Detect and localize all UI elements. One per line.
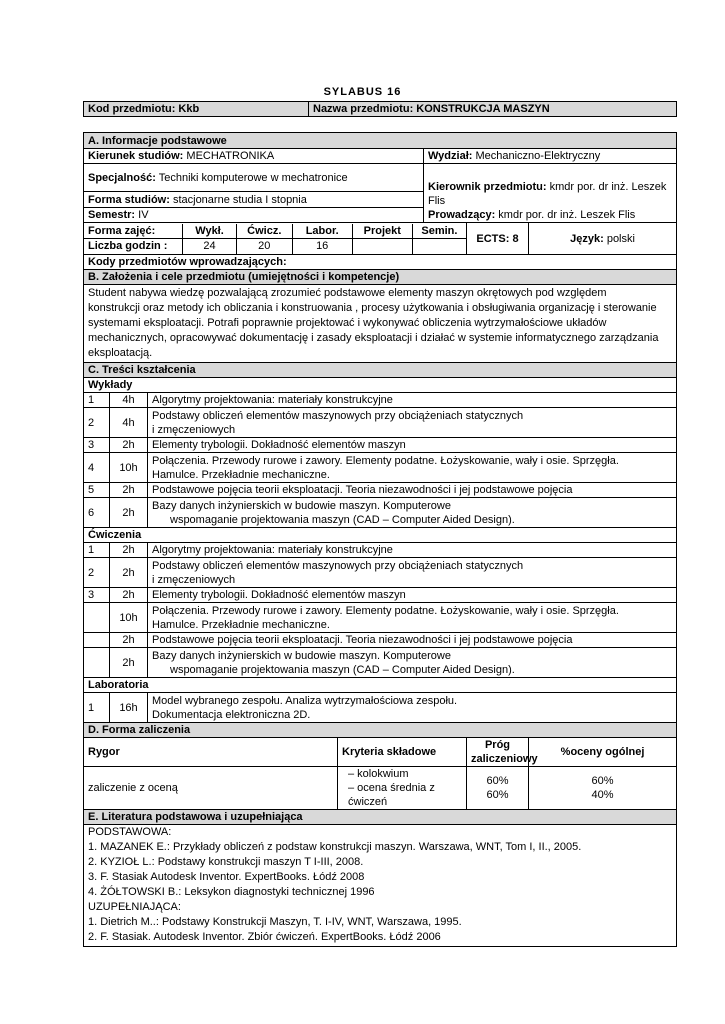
- forma-studiow-cell: Forma studiów: stacjonarne studia I stopnia: [84, 192, 424, 207]
- specjalnosc-cell: Specjalność: Techniki komputerowe w mechatronice: [84, 164, 424, 192]
- laboratoria-title: Laboratoria: [84, 678, 677, 693]
- ects-cell: ECTS: 8: [467, 223, 529, 255]
- hours-cell: [84, 223, 467, 255]
- subject-header: [83, 101, 677, 117]
- kryteria-header: Kryteria składowe: [338, 738, 467, 767]
- kierunek-cell: Kierunek studiów: MECHATRONIKA: [84, 149, 424, 164]
- hours-table: [84, 224, 466, 254]
- kody-cell: Kody przedmiotów wprowadzających:: [84, 255, 677, 270]
- wykl-value: 24: [183, 239, 237, 254]
- ocena-header: %oceny ogólnej: [529, 738, 677, 767]
- cwiczenia-title: Ćwiczenia: [84, 528, 677, 543]
- syllabus-table: [83, 132, 677, 947]
- cwicz-value: 20: [236, 239, 292, 254]
- forma-zajec-label: Forma zajęć:: [84, 224, 183, 239]
- table-row: 3 2h Elementy trybologii. Dokładność elementów maszyn: [84, 438, 677, 453]
- table-row: 6 2h Bazy danych inżynierskich w budowie maszyn. Komputerowe wspomaganie projektowania maszyn (CAD – Computer Aided Design).: [84, 498, 677, 528]
- projekt-value: [352, 239, 412, 254]
- subject-code: Kod przedmiotu: Kkb: [84, 102, 309, 117]
- literature-list: PODSTAWOWA: 1. MAZANEK E.: Przykłady obliczeń z podstaw konstrukcji maszyn. Warszawa, WNT, Tom I, II., 2005. 2. KYZIOŁ L.: Podstawy konstrukcji maszyn T I-III, 2008. 3. F. Stasiak Autodesk Inventor. ExpertBooks. Łódź 2008 4. ŻÓŁTOWSKI B.: Leksykon diagnostyki technicznej 1996 UZUPEŁNIAJĄCA: 1. Dietrich M..: Podstawy Konstrukcji Maszyn, T. I-IV, WNT, Warszawa, 1995. 2. F. Stasiak. Autodesk Inventor. Zbiór ćwiczeń. ExpertBooks. Łódź 2006: [84, 825, 677, 947]
- section-e-title: E. Literatura podstawowa i uzupełniająca: [84, 810, 677, 825]
- semin-value: [412, 239, 466, 254]
- rygor-value: zaliczenie z oceną: [84, 767, 338, 810]
- table-row: 4 10h Połączenia. Przewody rurowe i zawory. Elementy podatne. Łożyskowanie, wały i osie. Sprzęgła. Hamulce. Przekładnie mechaniczne.: [84, 453, 677, 483]
- wydzial-cell: Wydział: Mechaniczno-Elektryczny: [424, 149, 677, 164]
- section-d-title: D. Forma zaliczenia: [84, 723, 677, 738]
- table-row: 2h Bazy danych inżynierskich w budowie maszyn. Komputerowe wspomaganie projektowania maszyn (CAD – Computer Aided Design).: [84, 648, 677, 678]
- cwicz-label: Ćwicz.: [236, 224, 292, 239]
- wykl-label: Wykł.: [183, 224, 237, 239]
- table-row: 1 16h Model wybranego zespołu. Analiza wytrzymałościowa zespołu. Dokumentacja elektroniczna 2D.: [84, 693, 677, 723]
- table-row: 2 4h Podstawy obliczeń elementów maszynowych przy obciążeniach statycznych i zmęczeniowych: [84, 408, 677, 438]
- projekt-label: Projekt: [352, 224, 412, 239]
- labor-value: 16: [292, 239, 352, 254]
- section-a-title: A. Informacje podstawowe: [84, 133, 677, 149]
- prog-header: Próg zaliczeniowy: [467, 738, 529, 767]
- table-row: 3 2h Elementy trybologii. Dokładność elementów maszyn: [84, 588, 677, 603]
- table-row: 1 2h Algorytmy projektowania: materiały konstrukcyjne: [84, 543, 677, 558]
- semestr-cell: Semestr: IV: [84, 207, 424, 222]
- liczba-godzin-label: Liczba godzin :: [84, 239, 183, 254]
- kierownik-cell: Kierownik przedmiotu: kmdr por. dr inż. Leszek Flis Prowadzący: kmdr por. dr inż. Leszek Flis: [424, 164, 677, 223]
- section-b-title: B. Założenia i cele przedmiotu (umiejętności i kompetencje): [84, 270, 677, 285]
- semin-label: Semin.: [412, 224, 466, 239]
- table-row: zaliczenie z oceną – kolokwium – ocena średnia z ćwiczeń 60% 60% 60% 40%: [84, 767, 677, 810]
- table-row: 1 4h Algorytmy projektowania: materiały konstrukcyjne: [84, 393, 677, 408]
- table-row: 2h Podstawowe pojęcia teorii eksploatacji. Teoria niezawodności i jej podstawowe pojęcia: [84, 633, 677, 648]
- wyklady-title: Wykłady: [84, 378, 677, 393]
- rygor-header: Rygor: [84, 738, 338, 767]
- subject-name: Nazwa przedmiotu: KONSTRUKCJA MASZYN: [309, 102, 677, 117]
- jezyk-cell: Język: polski: [529, 223, 677, 255]
- page-title: SYLABUS 16: [323, 86, 402, 98]
- table-row: 5 2h Podstawowe pojęcia teorii eksploatacji. Teoria niezawodności i jej podstawowe pojęcia: [84, 483, 677, 498]
- section-c-title: C. Treści kształcenia: [84, 363, 677, 378]
- section-b-text: Student nabywa wiedzę pozwalającą zrozumieć podstawowe elementy maszyn okrętowych pod względem konstrukcji oraz metody ich obliczania i konstruowania , procesy użytkowania i obsługiwania organizację i sterowanie systemami eksploatacji. Potrafi poprawnie projektować i wykonywać obliczenia wytrzymałościowe układów mechanicznych, opracowywać dokumentację i zasady eksploatacji i działać w systemie informatycznego zarządzania eksploatacją.: [84, 285, 677, 363]
- table-row: 2 2h Podstawy obliczeń elementów maszynowych przy obciążeniach statycznych i zmęczeniowych: [84, 558, 677, 588]
- labor-label: Labor.: [292, 224, 352, 239]
- table-row: 10h Połączenia. Przewody rurowe i zawory. Elementy podatne. Łożyskowanie, wały i osie. Sprzęgła. Hamulce. Przekładnie mechaniczne.: [84, 603, 677, 633]
